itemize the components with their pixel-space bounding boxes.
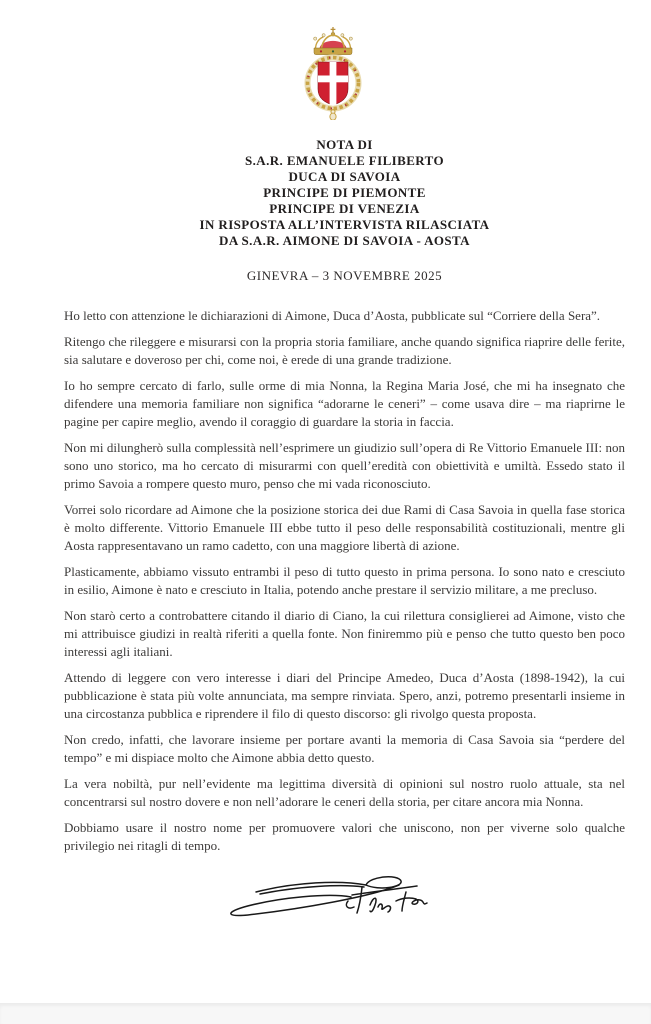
title-line: IN RISPOSTA ALL’INTERVISTA RILASCIATA [199,217,490,232]
letter-title-block [64,137,625,249]
letter-paragraph: Dobbiamo usare il nostro nome per promuovere valori che uniscono, non per viverne solo qualche privilegio nei ritagli di tempo. [64,820,625,853]
letter-body [64,307,625,855]
letter-paragraph: Ho letto con attenzione le dichiarazioni di Aimone, Duca d’Aosta, pubblicate sul “Corriere della Sera”. [64,308,601,323]
title-line: DUCA DI SAVOIA [288,169,401,184]
crest-container [52,0,613,125]
title-line: S.A.R. EMANUELE FILIBERTO [245,153,444,168]
title-line: PRINCIPE DI PIEMONTE [263,185,426,200]
signature-container [44,872,605,929]
title-line: PRINCIPE DI VENEZIA [269,201,420,216]
savoy-coat-of-arms-icon [300,26,366,120]
letter-paragraph: Non credo, infatti, che lavorare insieme per portare avanti la memoria di Casa Savoia sia “perdere del tempo” e mi dispiace molto che Aimone abbia detto questo. [64,732,625,765]
dateline: GINEVRA – 3 NOVEMBRE 2025 [246,268,443,283]
letter-paragraph: Non mi dilungherò sulla complessità nell’esprimere un giudizio sull’opera di Re Vittorio Emanuele III: non sono uno storico, ma ho cercato di misurarmi con quell’eredità con obiettività e umiltà. Essedo stato il primo Savoia a rompere questo muro, penso che mi vada riconosciuto. [64,440,625,491]
letter-paragraph: Vorrei solo ricordare ad Aimone che la posizione storica dei due Rami di Casa Savoia in quella fase storica è molto differente. Vittorio Emanuele III ebbe tutto il peso delle responsabilità costituzionali, mentre gli Aosta rappresentavano un ramo cadetto, con una maggiore libertà di azione. [64,502,625,553]
letter-paragraph: Attendo di leggere con vero interesse i diari del Principe Amedeo, Duca d’Aosta (1898-1942), la cui pubblicazione è stata più volte annunciata, ma sempre rinviata. Spero, anzi, potremo presentarli insieme in una circostanza pubblica e riprendere il filo di questo discorso: gli rivolgo questa proposta. [64,670,625,721]
letter-paragraph: La vera nobiltà, pur nell’evidente ma legittima diversità di opinioni sul nostro ruolo attuale, sta nel concentrarsi sul nostro dovere e non nell’adorare le ceneri della storia, per citare ancora mia Nonna. [64,776,625,809]
title-line: NOTA DI [316,137,373,152]
letter-paragraph: Io ho sempre cercato di farlo, sulle orme di mia Nonna, la Regina Maria José, che mi ha insegnato che difendere una memoria familiare non significa “adorarne le ceneri” – come usava dire – ma riaprirne le pagine per capire meglio, avendo il coraggio di guardare la storia in faccia. [64,378,625,429]
handwritten-signature-icon [220,872,430,924]
letter-paragraph: Plasticamente, abbiamo vissuto entrambi il peso di tutto questo in prima persona. Io sono nato e cresciuto in esilio, Aimone è nato e cresciuto in Italia, potendo anche prestare il servizio militare, a me precluso. [64,564,625,597]
title-line: DA S.A.R. AIMONE DI SAVOIA - AOSTA [219,233,470,248]
page-bottom-edge [0,1003,651,1024]
letter-paragraph: Ritengo che rileggere e misurarsi con la propria storia familiare, anche quando significa riaprire delle ferite, sia salutare e doveroso per chi, come noi, è erede di una grande tradizione. [64,334,625,367]
letter-paragraph: Non starò certo a controbattere citando il diario di Ciano, la cui rilettura consiglierei ad Aimone, visto che mi attribuisce giudizi in realtà riferiti a quella fonte. Non finiremmo più e penso che tutto questo ben poco interessi agli italiani. [64,608,625,659]
